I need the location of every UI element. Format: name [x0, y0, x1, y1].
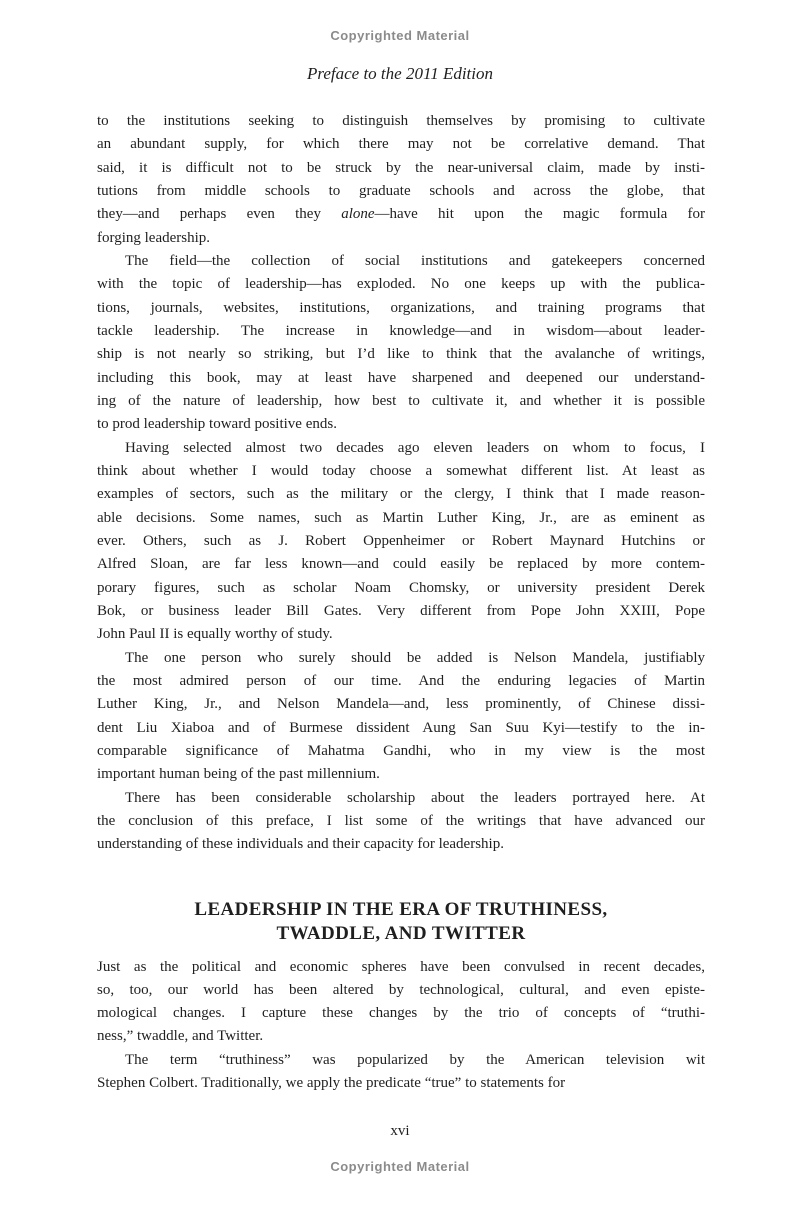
page-title: Preface to the 2011 Edition [306, 64, 493, 83]
paragraph [97, 437, 705, 647]
text-line: mological changes. I capture these changes by the trio of concepts of “truthi- [97, 1005, 705, 1022]
body-text [97, 110, 705, 1095]
text-line: tions, journals, websites, institutions, organizations, and training programs that [97, 299, 705, 316]
text-line: There has been considerable scholarship about the leaders portrayed here. At [125, 789, 705, 806]
copyright-banner-top: Copyrighted Material [330, 28, 470, 43]
text-line: think about whether I would today choose a somewhat different list. At least as [97, 462, 705, 479]
text-line: the most admired person of our time. And the enduring legacies of Martin [97, 672, 705, 689]
text-line: including this book, may at least have sharpened and deepened our understand- [97, 369, 705, 386]
paragraph [97, 647, 705, 787]
paragraph [97, 250, 705, 437]
text-line: ness,” twaddle, and Twitter. [97, 1028, 264, 1045]
text-line: ship is not nearly so striking, but I’d like to think that the avalanche of writings, [97, 346, 705, 363]
text-line: LEADERSHIP IN THE ERA OF TRUTHINESS, [194, 898, 608, 920]
text-line: the conclusion of this preface, I list some of the writings that have advanced our [97, 812, 705, 829]
text-line: tackle leadership. The increase in knowledge—and in wisdom—about leader- [97, 322, 705, 339]
text-line: Having selected almost two decades ago eleven leaders on whom to focus, I [125, 439, 705, 456]
text-line: porary figures, such as scholar Noam Chomsky, or university president Derek [97, 579, 705, 596]
page-number: xvi [390, 1123, 410, 1139]
copyright-banner-bottom: Copyrighted Material [330, 1159, 470, 1174]
text-line: with the topic of leadership—has exploded. No one keeps up with the publica- [97, 276, 705, 293]
text-line: The field—the collection of social institutions and gatekeepers concerned [125, 252, 705, 269]
text-line: The one person who surely should be added is Nelson Mandela, justifiably [125, 649, 705, 666]
text-line: Bok, or business leader Bill Gates. Very different from Pope John XXIII, Pope [97, 602, 705, 619]
text-line: understanding of these individuals and their capacity for leadership. [97, 836, 504, 853]
text-line: Alfred Sloan, are far less known—and could easily be replaced by more contem- [97, 556, 705, 573]
text-line: ing of the nature of leadership, how best to cultivate it, and whether it is possible [97, 392, 705, 409]
text-line: examples of sectors, such as the military or the clergy, I think that I made reason- [97, 486, 705, 503]
text-line: an abundant supply, for which there may not be correlative demand. That [97, 136, 705, 153]
text-line: they—and perhaps even they alone—have hit upon the magic formula for [97, 206, 705, 223]
text-line: ever. Others, such as J. Robert Oppenheimer or Robert Maynard Hutchins or [97, 532, 705, 549]
section-heading [97, 898, 705, 946]
paragraph [97, 956, 705, 1049]
text-line: able decisions. Some names, such as Martin Luther King, Jr., are as eminent as [97, 509, 705, 526]
text-line: to prod leadership toward positive ends. [97, 416, 337, 433]
text-line: important human being of the past millennium. [97, 766, 380, 783]
text-line: said, it is difficult not to be struck by the near-universal claim, made by insti- [97, 159, 705, 176]
paragraph [97, 1049, 705, 1096]
text-line: comparable significance of Mahatma Gandhi, who in my view is the most [97, 742, 705, 759]
paragraph [97, 110, 705, 250]
text-line: Luther King, Jr., and Nelson Mandela—and, less prominently, of Chinese dissi- [97, 696, 705, 713]
text-line: Stephen Colbert. Traditionally, we apply the predicate “true” to statements for [97, 1075, 566, 1092]
text-line: dent Liu Xiaboa and of Burmese dissident Aung San Suu Kyi—testify to the in- [97, 719, 705, 736]
text-line: TWADDLE, AND TWITTER [276, 922, 526, 944]
text-line: to the institutions seeking to distinguish themselves by promising to cultivate [97, 113, 705, 129]
text-line: so, too, our world has been altered by technological, cultural, and even episte- [97, 981, 705, 998]
paragraph [97, 787, 705, 857]
text-line: Just as the political and economic spheres have been convulsed in recent decades, [97, 958, 705, 975]
text-line: The term “truthiness” was popularized by the American television wit [125, 1051, 705, 1068]
text-line: tutions from middle schools to graduate schools and across the globe, that [97, 182, 705, 199]
text-line: John Paul II is equally worthy of study. [97, 626, 333, 643]
text-line: forging leadership. [97, 229, 211, 246]
